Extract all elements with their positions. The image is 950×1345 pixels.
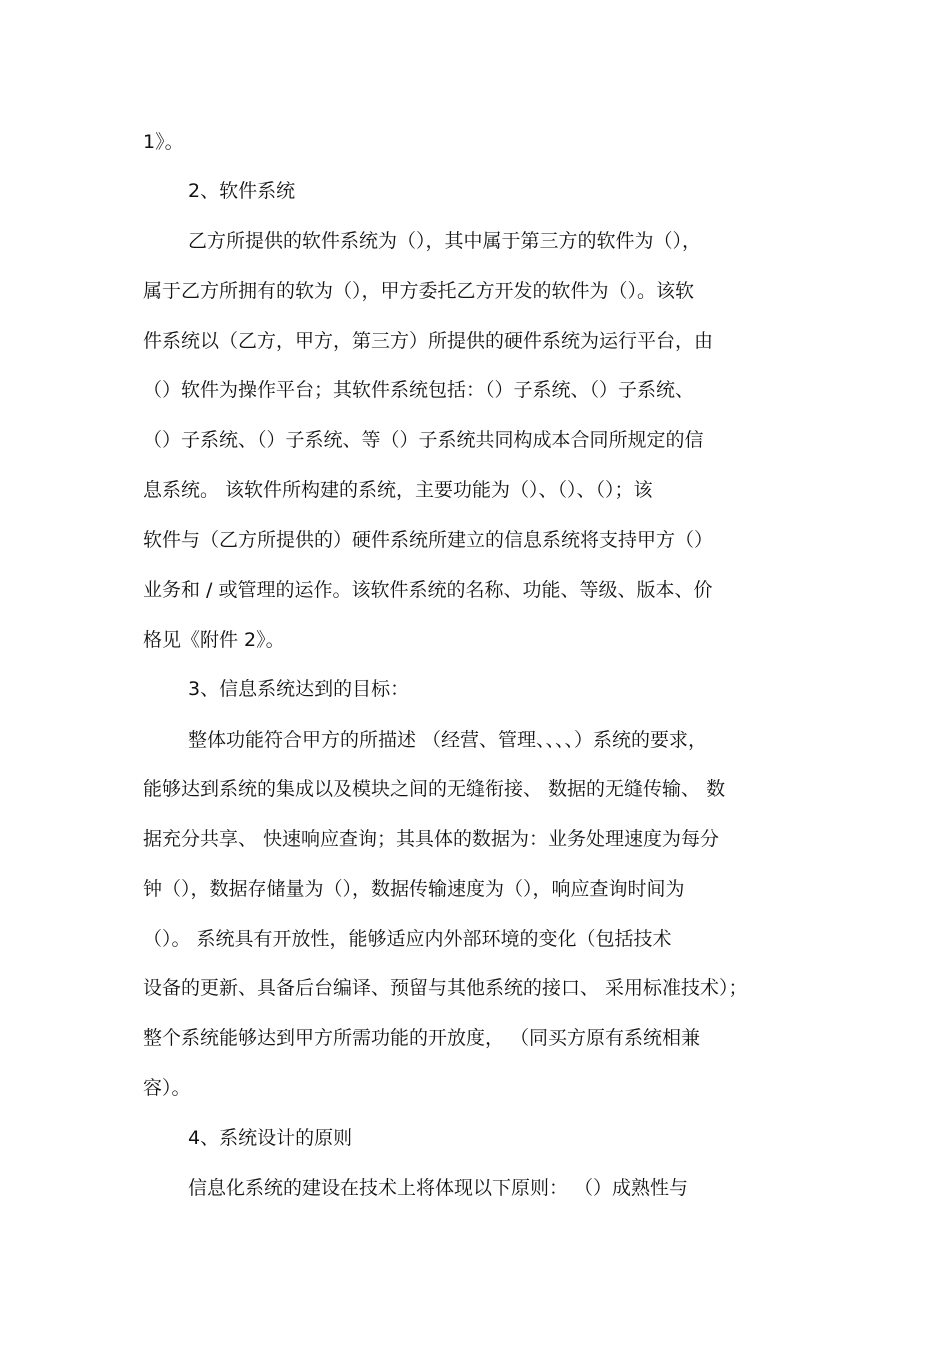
text-line: （）子系统、（）子系统、等（）子系统共同构成本合同所规定的信 — [143, 429, 704, 451]
text-line: 件系统以（乙方，甲方，第三方）所提供的硬件系统为运行平台，由 — [143, 330, 714, 352]
text-line: （）软件为操作平台；其软件系统包括：（）子系统、（）子系统、 — [143, 379, 695, 401]
section-heading: 2、软件系统 — [188, 180, 296, 202]
text-line: 钟（），数据存储量为（），数据传输速度为（），响应查询时间为 — [143, 878, 685, 900]
text-line: 能够达到系统的集成以及模块之间的无缝衔接、 数据的无缝传输、 数 — [143, 778, 726, 800]
text-line: 整个系统能够达到甲方所需功能的开放度， （同买方原有系统相兼 — [143, 1027, 701, 1049]
text-line: 信息化系统的建设在技术上将体现以下原则： （）成熟性与 — [188, 1177, 689, 1199]
text-line: 息系统。 该软件所构建的系统，主要功能为（）、（）、（）；该 — [143, 479, 653, 501]
text-line: 容）。 — [143, 1077, 191, 1099]
text-line: （）。 系统具有开放性，能够适应内外部环境的变化（包括技术 — [143, 928, 672, 950]
text-line: 格见《附件 2》。 — [143, 629, 285, 651]
text-line: 属于乙方所拥有的软为（），甲方委托乙方开发的软件为（）。该软 — [143, 280, 695, 302]
text-line: 乙方所提供的软件系统为（），其中属于第三方的软件为（）， — [188, 230, 702, 252]
text-line: 设备的更新、具备后台编译、预留与其他系统的接口、 采用标准技术）； — [143, 977, 748, 999]
section-heading: 4、系统设计的原则 — [188, 1127, 353, 1149]
text-line: 整体功能符合甲方的所描述 （经营、管理、、、、）系统的要求， — [188, 729, 708, 751]
section-heading: 3、信息系统达到的目标： — [188, 678, 410, 700]
text-line: 软件与（乙方所提供的）硬件系统所建立的信息系统将支持甲方（） — [143, 529, 714, 551]
text-line: 业务和 / 或管理的运作。该软件系统的名称、功能、等级、版本、价 — [143, 579, 713, 601]
text-line: 据充分共享、 快速响应查询；其具体的数据为：业务处理速度为每分 — [143, 828, 720, 850]
text-line: 1》。 — [143, 131, 184, 153]
